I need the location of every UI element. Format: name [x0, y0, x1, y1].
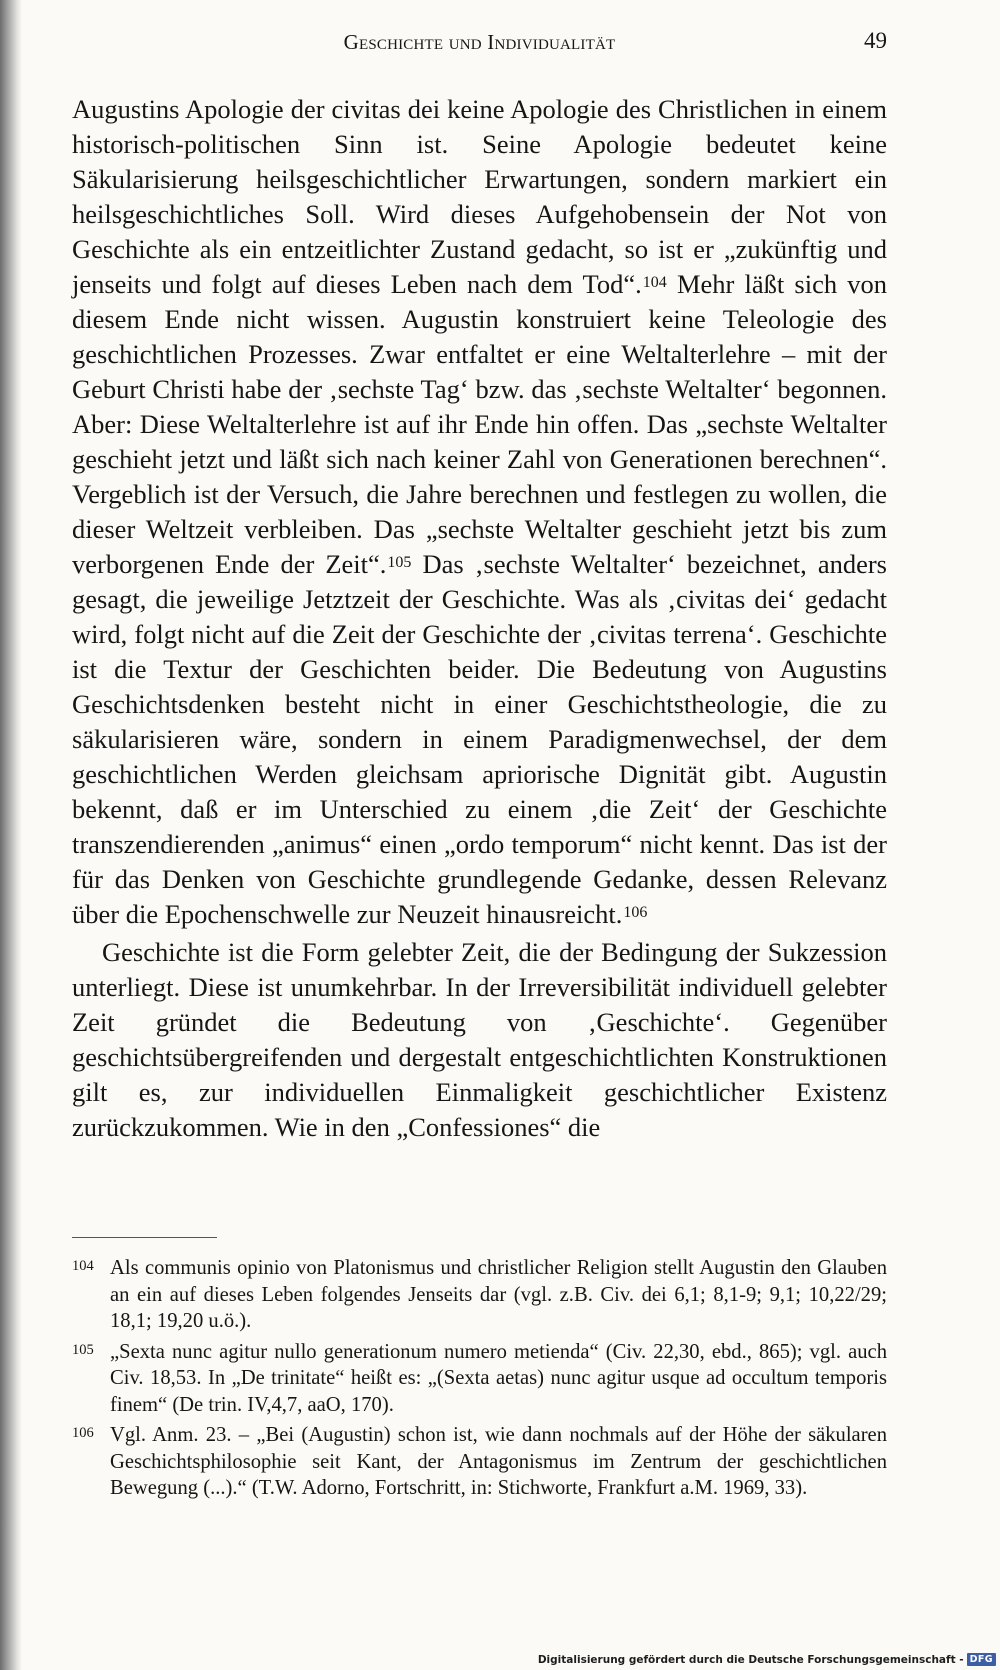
paragraph-2: Geschichte ist die Form gelebter Zeit, die der Bedingung der Sukzession unterliegt. Diese ist unumkehrbar. In der Irreversibilität individuell gelebter Zeit gründet die Bedeutung von ‚Geschichte‘. Gegenüber geschichtsübergreifenden und dergestalt entgeschichtlichten Konstruktionen gilt es, zur individuellen Einmaligkeit geschichtlicher Existenz zurückzukommen. Wie in den „Confessiones“ die	[72, 937, 887, 1142]
binding-shadow	[0, 0, 22, 1670]
footnote-text: Als communis opinio von Platonismus und christlicher Religion stellt Augustin den Glauben an ein auf dieses Leben folgendes Jenseits dar (vgl. z.B. Civ. dei 6,1; 8,1-9; 9,1; 10,22/29; 18,1; 19,20 u.ö.).	[110, 1257, 887, 1332]
footnote-number: 105	[72, 1341, 94, 1358]
footnote-104	[72, 1255, 887, 1335]
paragraph-1-part-a: Augustins Apologie der civitas dei keine Apologie des Christlichen in einem historisch-politischen Sinn ist. Seine Apologie bedeutet keine Säkularisierung heilsgeschichtlicher Erwartungen, sondern markiert ein heilsgeschichtliches Soll. Wird dieses Aufgehobensein der Not von Geschichte als ein entzeitlichter Zustand gedacht, so ist er „zukünftig und jenseits und folgt auf dieses Leben nach dem Tod“.	[72, 94, 887, 299]
footnote-divider	[72, 1237, 217, 1238]
dfg-logo-icon: DFG	[967, 1653, 996, 1666]
footnote-ref-104: 104	[642, 274, 667, 291]
page-number: 49	[864, 28, 887, 53]
footnote-ref-105: 105	[387, 554, 412, 571]
footnote-number: 104	[72, 1258, 94, 1274]
footnote-106	[72, 1422, 887, 1502]
footnotes	[72, 1255, 887, 1506]
page-header	[72, 28, 887, 58]
footnote-105	[72, 1339, 887, 1419]
paragraph-1-part-c: Das ‚sechste Weltalter‘ bezeichnet, anders gesagt, die jeweilige Jetztzeit der Geschichte. Was als ‚civitas dei‘ gedacht wird, folgt nicht auf die Zeit der Geschichte der ‚civitas terrena‘. Geschichte ist die Textur der Geschichten beider. Die Bedeutung von Augustins Geschichtsdenken besteht nicht in einer Geschichtstheologie, die zu säkularisieren wäre, sondern in einem Paradigmenwechsel, der dem geschichtlichen Werden gleichsam apriorische Dignität gibt. Augustin bekennt, daß er im Unterschied zu einem ‚die Zeit‘ der Geschichte transzendierenden „animus“ einen „ordo temporum“ nicht kennt. Das ist der für das Denken von Geschichte grundlegende Gedanke, dessen Relevanz über die Epochenschwelle zur Neuzeit hinausreicht.	[72, 549, 887, 929]
footnote-text: „Sexta nunc agitur nullo generationum numero metienda“ (Civ. 22,30, ebd., 865); vgl. auch Civ. 18,53. In „De trinitate“ heißt es: „(Sexta aetas) nunc agitur usque ad occultum temporis finem“ (De trin. IV,4,7, aaO, 170).	[110, 1340, 887, 1416]
paragraph-1	[72, 92, 887, 932]
digitization-credit	[538, 1653, 996, 1666]
footnote-ref-106: 106	[623, 904, 648, 921]
credit-text: Digitalisierung gefördert durch die Deutsche Forschungsgemeinschaft -	[537, 1653, 964, 1666]
footnote-text: Vgl. Anm. 23. – „Bei (Augustin) schon ist, wie dann nochmals auf der Höhe der säkularen Geschichtsphilosophie seit Kant, der Antagonismus im Zentrum der geschichtlichen Bewegung (...).“ (T.W. Adorno, Fortschritt, in: Stichworte, Frankfurt a.M. 1969, 33).	[110, 1424, 887, 1499]
main-text	[72, 92, 887, 1145]
footnote-number: 106	[72, 1425, 94, 1441]
running-title: Geschichte und Individualität	[343, 30, 616, 54]
paragraph-1-part-b: Mehr läßt sich von diesem Ende nicht wissen. Augustin konstruiert keine Teleologie des geschichtlichen Prozesses. Zwar entfaltet er eine Weltalterlehre – mit der Geburt Christi habe der ‚sechste Tag‘ bzw. das ‚sechste Weltalter‘ begonnen. Aber: Diese Weltalterlehre ist auf ihr Ende hin offen. Das „sechste Weltalter geschieht jetzt und läßt sich nach keiner Zahl von Generationen berechnen“. Vergeblich ist der Versuch, die Jahre berechnen und festlegen zu wollen, die dieser Weltzeit verbleiben. Das „sechste Weltalter geschieht jetzt bis zum verborgenen Ende der Zeit“.	[72, 269, 887, 579]
